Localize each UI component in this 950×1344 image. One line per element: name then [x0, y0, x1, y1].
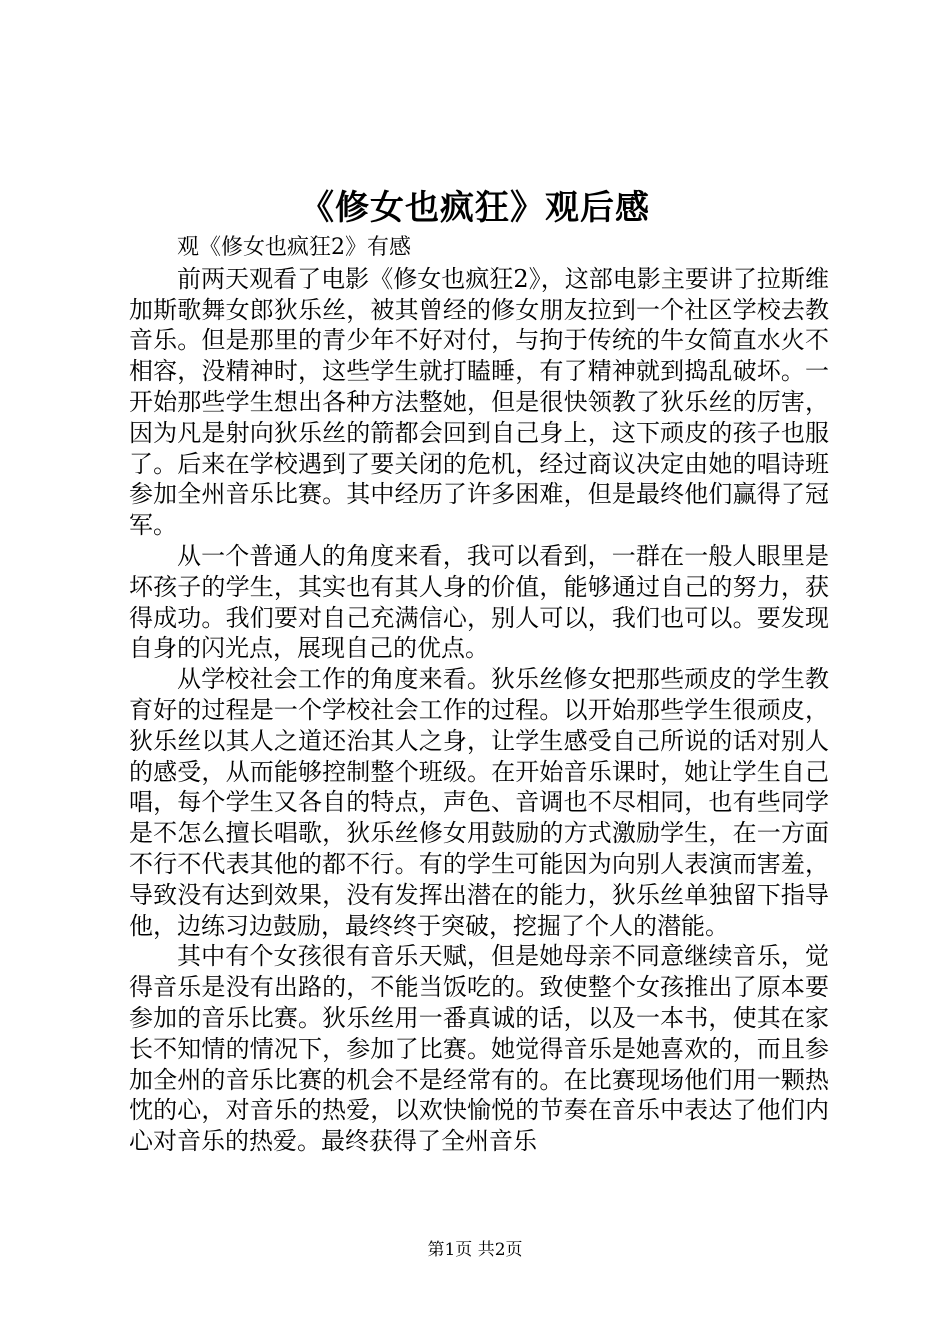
paragraph-4: 其中有个女孩很有音乐天赋，但是她母亲不同意继续音乐，觉得音乐是没有出路的，不能当饭吃的。致使整个女孩推出了原本要参加的音乐比赛。狄乐丝用一番真诚的话，以及一本书，使其在家长不知情的情况下，参加了比赛。她觉得音乐是她喜欢的，而且参加全州的音乐比赛的机会不是经常有的。在比赛现场他们用一颗热忱的心，对音乐的热爱，以欢快愉悦的节奏在音乐中表达了他们内心对音乐的热爱。最终获得了全州音乐 — [129, 942, 829, 1156]
paragraph-3: 从学校社会工作的角度来看。狄乐丝修女把那些顽皮的学生教育好的过程是一个学校社会工作的过程。以开始那些学生很顽皮，狄乐丝以其人之道还治其人之身，让学生感受自己所说的话对别人的感受，从而能够控制整个班级。在开始音乐课时，她让学生自己唱，每个学生又各自的特点，声色、音调也不尽相同，也有些同学是不怎么擅长唱歌，狄乐丝修女用鼓励的方式激励学生，在一方面不行不代表其他的都不行。有的学生可能因为向别人表演而害羞，导致没有达到效果，没有发挥出潜在的能力，狄乐丝单独留下指导他，边练习边鼓励，最终终于突破，挖掘了个人的潜能。 — [129, 665, 829, 940]
page-number-footer: 第1页 共2页 — [427, 1240, 523, 1260]
paragraph-1: 前两天观看了电影《修女也疯狂2》，这部电影主要讲了拉斯维加斯歌舞女郎狄乐丝，被其曾经的修女朋友拉到一个社区学校去教音乐。但是那里的青少年不好对付，与拘于传统的牛女简直水火不相容，没精神时，这些学生就打瞌睡，有了精神就到捣乱破坏。一开始那些学生想出各种方法整她，但是很快领教了狄乐丝的厉害，因为凡是射向狄乐丝的箭都会回到自己身上，这下顽皮的孩子也服了。后来在学校遇到了要关闭的危机，经过商议决定由她的唱诗班参加全州音乐比赛。其中经历了许多困难，但是最终他们赢得了冠军。 — [129, 264, 829, 540]
paragraph-2: 从一个普通人的角度来看，我可以看到，一群在一般人眼里是坏孩子的学生，其实也有其人身的价值，能够通过自己的努力，获得成功。我们要对自己充满信心，别人可以，我们也可以。要发现自身的闪光点，展现自己的优点。 — [129, 541, 829, 663]
document-body — [129, 233, 829, 1157]
document-subtitle: 观《修女也疯狂2》有感 — [177, 235, 411, 260]
document-title: 《修女也疯狂》观后感 — [300, 188, 650, 228]
